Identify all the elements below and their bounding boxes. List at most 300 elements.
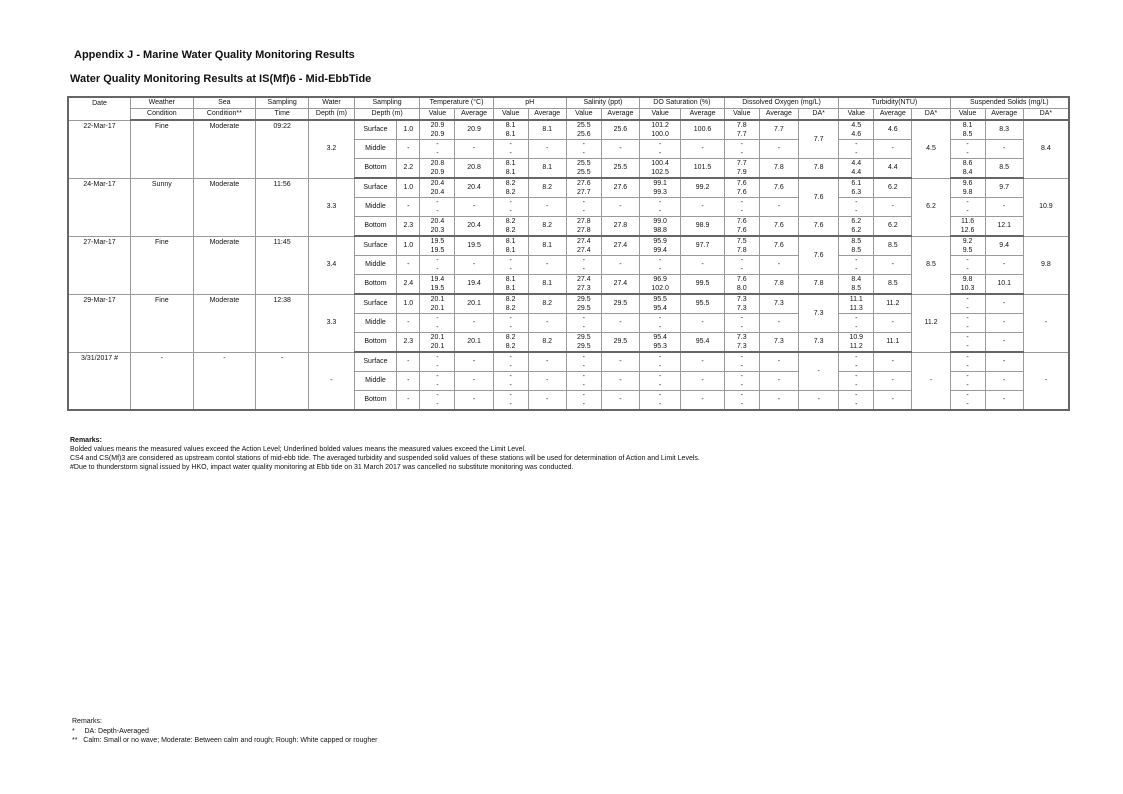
salinity-values	[566, 198, 601, 217]
table-row	[68, 178, 1069, 198]
turbidity-values-reading: -	[855, 363, 858, 370]
ph-values	[493, 372, 528, 391]
do-saturation-average: -	[681, 140, 724, 159]
suspended-solids-values	[950, 256, 985, 275]
temperature-values-reading: 20.1	[430, 305, 445, 312]
turbidity-values-reading: -	[855, 392, 858, 399]
temperature-values	[420, 140, 455, 159]
turbidity-da: 8.5	[912, 236, 950, 294]
do-saturation-values-reading: -	[658, 354, 662, 361]
dissolved-oxygen-values-reading: 7.3	[736, 343, 747, 350]
ph-values-reading: 8.2	[505, 296, 516, 303]
turbidity-values-reading: -	[855, 382, 858, 389]
do-saturation-average: 100.6	[681, 120, 724, 140]
header-water-depth-1: Water	[309, 97, 355, 109]
do-saturation-values-reading: 100.0	[651, 131, 669, 138]
sampling-depth-cell: 2.2	[397, 159, 420, 179]
do-saturation-values-reading: 99.1	[653, 180, 667, 187]
table-row	[68, 294, 1069, 314]
salinity-average: 25.6	[601, 120, 639, 140]
dissolved-oxygen-average: -	[759, 391, 798, 411]
suspended-solids-da: 10.9	[1023, 178, 1069, 236]
header-time-1: Sampling	[256, 97, 309, 109]
temperature-average: 20.9	[455, 120, 493, 140]
temperature-values-reading: 20.1	[430, 334, 445, 341]
dissolved-oxygen-average: -	[759, 256, 798, 275]
ph-values-reading: -	[509, 208, 512, 215]
salinity-values	[566, 236, 601, 256]
header-sampling-depth-1: Sampling	[354, 97, 420, 109]
dissolved-oxygen-da: -	[798, 352, 838, 391]
salinity-values-reading: -	[582, 315, 585, 322]
turbidity-da: 11.2	[912, 294, 950, 352]
sampling-level-cell: Bottom	[354, 391, 396, 411]
sampling-depth-cell: 1.0	[397, 120, 420, 140]
dissolved-oxygen-values-reading: 7.6	[736, 180, 747, 187]
suspended-solids-values	[950, 159, 985, 179]
dissolved-oxygen-values-reading: -	[740, 392, 743, 399]
do-saturation-average: -	[681, 314, 724, 333]
turbidity-values-reading: -	[855, 199, 858, 206]
do-saturation-average: -	[681, 391, 724, 411]
suspended-solids-values-reading: -	[966, 363, 969, 370]
ph-average: 8.1	[528, 159, 566, 179]
footnote-line: ** Calm: Small or no wave; Moderate: Between calm and rough; Rough: White capped or rougher	[72, 737, 378, 744]
suspended-solids-values-reading: 10.3	[960, 285, 975, 292]
turbidity-average: 11.1	[874, 333, 912, 353]
do-saturation-average: 95.5	[681, 294, 724, 314]
dissolved-oxygen-da: 7.3	[798, 294, 838, 333]
salinity-values-reading: -	[582, 266, 585, 273]
date-cell: 27-Mar-17	[68, 236, 131, 294]
temperature-values-reading: -	[436, 324, 439, 331]
ph-values-reading: 8.2	[505, 334, 516, 341]
turbidity-values-reading: 6.2	[851, 218, 862, 225]
turbidity-values-reading: 11.3	[849, 305, 863, 312]
suspended-solids-values	[950, 372, 985, 391]
turbidity-values	[839, 236, 874, 256]
suspended-solids-values	[950, 120, 985, 140]
ph-values	[493, 236, 528, 256]
temperature-values	[420, 236, 455, 256]
do-saturation-values-reading: -	[658, 392, 662, 399]
temperature-values	[420, 256, 455, 275]
do-saturation-average: 101.5	[681, 159, 724, 179]
do-saturation-values-reading: 95.3	[653, 343, 667, 350]
sea-condition-cell: Moderate	[193, 178, 256, 236]
temperature-values-reading: 20.4	[430, 180, 445, 187]
dissolved-oxygen-da-bottom: -	[798, 391, 838, 411]
sampling-depth-cell: -	[397, 140, 420, 159]
weather-cell: Fine	[131, 120, 194, 178]
turbidity-average: 4.4	[874, 159, 912, 179]
do-saturation-values	[639, 198, 680, 217]
ph-values	[493, 314, 528, 333]
table-row	[68, 236, 1069, 256]
water-quality-table	[67, 96, 1070, 411]
header-value: Value	[950, 109, 985, 121]
temperature-values-reading: 19.5	[430, 247, 445, 254]
temperature-values-reading: -	[436, 208, 439, 215]
ph-values-reading: -	[509, 363, 512, 370]
sampling-level-cell: Middle	[354, 256, 396, 275]
turbidity-values	[839, 372, 874, 391]
temperature-values-reading: -	[436, 401, 439, 408]
ph-values-reading: 8.2	[505, 343, 516, 350]
temperature-values-reading: 19.5	[430, 285, 445, 292]
temperature-average: -	[455, 352, 493, 372]
turbidity-average: 11.2	[874, 294, 912, 314]
turbidity-values-reading: 11.2	[849, 343, 863, 350]
turbidity-values	[839, 256, 874, 275]
do-saturation-average: 99.2	[681, 178, 724, 198]
temperature-values-reading: -	[436, 150, 439, 157]
sampling-level-cell: Middle	[354, 198, 396, 217]
turbidity-values-reading: 8.5	[851, 247, 862, 254]
turbidity-values	[839, 198, 874, 217]
header-time-2: Time	[256, 109, 309, 121]
water-depth-cell: 3.4	[309, 236, 355, 294]
do-saturation-average: 98.9	[681, 217, 724, 237]
header-date: Date	[68, 97, 131, 120]
ph-values	[493, 140, 528, 159]
temperature-values-reading: -	[436, 199, 439, 206]
header-weather-1: Weather	[131, 97, 194, 109]
sampling-depth-cell: -	[397, 391, 420, 411]
salinity-values	[566, 294, 601, 314]
suspended-solids-average: -	[985, 372, 1023, 391]
remarks-line: #Due to thunderstorm signal issued by HKO, impact water quality monitoring at Ebb tide on 31 March 2017 was cancelled no substitute monitoring was conducted.	[70, 464, 574, 471]
ph-values	[493, 294, 528, 314]
ph-values	[493, 352, 528, 372]
dissolved-oxygen-values-reading: 7.9	[736, 169, 747, 176]
header-temperature: Temperature (°C)	[420, 97, 493, 109]
turbidity-average: -	[874, 198, 912, 217]
footnotes-block	[72, 717, 377, 746]
dissolved-oxygen-values-reading: -	[740, 141, 743, 148]
dissolved-oxygen-da-bottom: 7.3	[798, 333, 838, 353]
sampling-depth-cell: 1.0	[397, 178, 420, 198]
water-depth-cell: -	[309, 352, 355, 410]
do-saturation-values	[639, 275, 680, 295]
do-saturation-values	[639, 294, 680, 314]
header-sampling-depth-2: Depth (m)	[354, 109, 420, 121]
salinity-average: -	[601, 314, 639, 333]
salinity-values-reading: 27.4	[576, 276, 591, 283]
salinity-values-reading: 29.5	[576, 343, 591, 350]
dissolved-oxygen-values-reading: 7.3	[736, 334, 747, 341]
salinity-values	[566, 178, 601, 198]
ph-values-reading: -	[509, 150, 512, 157]
sampling-level-cell: Middle	[354, 314, 396, 333]
dissolved-oxygen-da: 7.6	[798, 236, 838, 275]
suspended-solids-values-reading: -	[966, 392, 969, 399]
turbidity-values-reading: 8.5	[851, 285, 862, 292]
ph-average: 8.2	[528, 294, 566, 314]
water-depth-cell: 3.2	[309, 120, 355, 178]
temperature-values	[420, 314, 455, 333]
suspended-solids-values	[950, 314, 985, 333]
header-weather-2: Condition	[131, 109, 194, 121]
salinity-values-reading: 27.4	[576, 238, 591, 245]
temperature-values-reading: -	[436, 141, 439, 148]
ph-average: -	[528, 372, 566, 391]
sampling-level-cell: Bottom	[354, 275, 396, 295]
salinity-average: -	[601, 256, 639, 275]
salinity-average: 27.6	[601, 178, 639, 198]
do-saturation-values-reading: 95.5	[653, 296, 667, 303]
sampling-level-cell: Middle	[354, 140, 396, 159]
ph-average: -	[528, 140, 566, 159]
salinity-values-reading: -	[582, 199, 585, 206]
suspended-solids-average: 9.4	[985, 236, 1023, 256]
temperature-values	[420, 333, 455, 353]
suspended-solids-values	[950, 178, 985, 198]
salinity-values-reading: -	[582, 354, 585, 361]
turbidity-values	[839, 391, 874, 411]
do-saturation-values-reading: -	[658, 315, 662, 322]
ph-values-reading: -	[509, 266, 512, 273]
ph-values	[493, 120, 528, 140]
do-saturation-values-reading: -	[658, 373, 662, 380]
dissolved-oxygen-average: 7.8	[759, 159, 798, 179]
suspended-solids-values-reading: -	[966, 199, 969, 206]
salinity-average: 27.4	[601, 236, 639, 256]
header-value: Value	[493, 109, 528, 121]
temperature-values-reading: 20.9	[430, 122, 445, 129]
remarks-line: Bolded values means the measured values exceed the Action Level; Underlined bolded values means the measured values exceed the Limit Level.	[70, 446, 527, 453]
table-row	[68, 352, 1069, 372]
turbidity-average: 6.2	[874, 217, 912, 237]
turbidity-values-reading: -	[855, 373, 858, 380]
turbidity-average: -	[874, 372, 912, 391]
do-saturation-values-reading: 95.4	[653, 305, 667, 312]
salinity-values-reading: -	[582, 324, 585, 331]
salinity-average: 29.5	[601, 294, 639, 314]
salinity-average: -	[601, 352, 639, 372]
do-saturation-values-reading: 96.9	[653, 276, 667, 283]
suspended-solids-values	[950, 140, 985, 159]
suspended-solids-values-reading: -	[966, 354, 969, 361]
sea-condition-cell: -	[193, 352, 256, 410]
header-average: Average	[601, 109, 639, 121]
ph-values-reading: -	[509, 401, 512, 408]
turbidity-values-reading: -	[855, 315, 858, 322]
ph-average: -	[528, 256, 566, 275]
dissolved-oxygen-values	[724, 140, 759, 159]
temperature-values-reading: -	[436, 392, 439, 399]
turbidity-values-reading: 6.1	[851, 180, 862, 187]
suspended-solids-average: 9.7	[985, 178, 1023, 198]
temperature-average: -	[455, 198, 493, 217]
salinity-values-reading: 27.8	[576, 218, 591, 225]
ph-values-reading: 8.1	[505, 285, 516, 292]
water-depth-cell: 3.3	[309, 294, 355, 352]
do-saturation-values-reading: -	[658, 150, 662, 157]
dissolved-oxygen-values-reading: -	[740, 401, 743, 408]
turbidity-values-reading: 6.2	[851, 227, 862, 234]
header-average: Average	[874, 109, 912, 121]
dissolved-oxygen-values	[724, 294, 759, 314]
do-saturation-values	[639, 256, 680, 275]
suspended-solids-da: -	[1023, 294, 1069, 352]
salinity-values-reading: -	[582, 150, 585, 157]
dissolved-oxygen-average: 7.6	[759, 178, 798, 198]
salinity-average: -	[601, 140, 639, 159]
turbidity-values-reading: -	[855, 208, 858, 215]
dissolved-oxygen-da-bottom: 7.8	[798, 275, 838, 295]
header-sea-1: Sea	[193, 97, 256, 109]
salinity-values-reading: 29.5	[576, 305, 591, 312]
header-salinity: Salinity (ppt)	[566, 97, 639, 109]
salinity-values-reading: -	[582, 363, 585, 370]
ph-values-reading: 8.1	[505, 238, 516, 245]
remarks-title: Remarks:	[70, 437, 102, 444]
suspended-solids-values-reading: 11.6	[961, 218, 975, 225]
sampling-depth-cell: -	[397, 314, 420, 333]
do-saturation-values	[639, 314, 680, 333]
temperature-values-reading: 20.9	[430, 131, 445, 138]
dissolved-oxygen-average: 7.3	[759, 294, 798, 314]
suspended-solids-values-reading: 9.8	[962, 276, 973, 283]
header-water-depth-2: Depth (m)	[309, 109, 355, 121]
turbidity-average: 6.2	[874, 178, 912, 198]
temperature-average: -	[455, 391, 493, 411]
salinity-values-reading: -	[582, 401, 585, 408]
salinity-values-reading: -	[582, 392, 585, 399]
temperature-values-reading: 20.4	[430, 189, 445, 196]
remarks-block	[70, 436, 700, 472]
temperature-values	[420, 294, 455, 314]
dissolved-oxygen-values-reading: 7.7	[736, 131, 747, 138]
dissolved-oxygen-average: -	[759, 372, 798, 391]
do-saturation-values-reading: -	[658, 382, 662, 389]
ph-values-reading: -	[509, 199, 512, 206]
dissolved-oxygen-values-reading: -	[740, 150, 743, 157]
suspended-solids-values	[950, 236, 985, 256]
sampling-level-cell: Surface	[354, 352, 396, 372]
temperature-values-reading: 20.1	[430, 343, 445, 350]
dissolved-oxygen-average: -	[759, 140, 798, 159]
temperature-average: -	[455, 372, 493, 391]
ph-values-reading: -	[509, 141, 512, 148]
suspended-solids-values-reading: -	[966, 266, 969, 273]
ph-values-reading: -	[509, 257, 512, 264]
do-saturation-values-reading: 95.9	[653, 238, 667, 245]
sampling-time-cell: 09:22	[256, 120, 309, 178]
turbidity-average: -	[874, 314, 912, 333]
ph-values	[493, 275, 528, 295]
suspended-solids-values-reading: -	[966, 334, 969, 341]
date-cell: 22-Mar-17	[68, 120, 131, 178]
temperature-values	[420, 275, 455, 295]
header-da: DA*	[912, 109, 950, 121]
do-saturation-values-reading: -	[658, 208, 662, 215]
temperature-values-reading: -	[436, 257, 439, 264]
salinity-values	[566, 120, 601, 140]
turbidity-values-reading: -	[855, 401, 858, 408]
temperature-values-reading: 20.1	[430, 296, 445, 303]
ph-values-reading: -	[509, 392, 512, 399]
ph-average: 8.2	[528, 217, 566, 237]
header-suspended-solids: Suspended Solids (mg/L)	[950, 97, 1069, 109]
dissolved-oxygen-values	[724, 333, 759, 353]
sampling-depth-cell: 2.3	[397, 333, 420, 353]
do-saturation-values-reading: -	[658, 363, 662, 370]
turbidity-values-reading: 8.4	[851, 276, 862, 283]
turbidity-average: 8.5	[874, 236, 912, 256]
dissolved-oxygen-values-reading: 7.6	[736, 189, 747, 196]
dissolved-oxygen-values-reading: 7.7	[736, 160, 747, 167]
temperature-values-reading: 20.4	[430, 218, 445, 225]
header-average: Average	[985, 109, 1023, 121]
dissolved-oxygen-values-reading: -	[740, 257, 743, 264]
turbidity-values-reading: -	[855, 150, 858, 157]
suspended-solids-values-reading: -	[966, 401, 969, 408]
do-saturation-average: 99.5	[681, 275, 724, 295]
ph-values-reading: -	[509, 373, 512, 380]
salinity-average: -	[601, 372, 639, 391]
sampling-depth-cell: -	[397, 352, 420, 372]
sampling-time-cell: 12:38	[256, 294, 309, 352]
temperature-values	[420, 198, 455, 217]
dissolved-oxygen-values-reading: 7.8	[736, 247, 747, 254]
dissolved-oxygen-values	[724, 217, 759, 237]
ph-values-reading: 8.2	[505, 218, 516, 225]
suspended-solids-values-reading: -	[966, 208, 969, 215]
dissolved-oxygen-average: 7.6	[759, 217, 798, 237]
salinity-average: 27.4	[601, 275, 639, 295]
temperature-values	[420, 391, 455, 411]
turbidity-average: -	[874, 256, 912, 275]
do-saturation-average: -	[681, 352, 724, 372]
sampling-time-cell: 11:56	[256, 178, 309, 236]
remarks-line: CS4 and CS(Mf)3 are considered as upstream contol stations of mid-ebb tide. The averaged turbidity and suspended solid values of these stations will be used for determination of Action and Limit Levels.	[70, 455, 700, 462]
salinity-values	[566, 140, 601, 159]
dissolved-oxygen-da-bottom: 7.8	[798, 159, 838, 179]
do-saturation-values-reading: 99.4	[653, 247, 667, 254]
salinity-values-reading: -	[582, 382, 585, 389]
do-saturation-average: 97.7	[681, 236, 724, 256]
turbidity-values	[839, 140, 874, 159]
temperature-average: 20.8	[455, 159, 493, 179]
do-saturation-values	[639, 236, 680, 256]
sea-condition-cell: Moderate	[193, 120, 256, 178]
suspended-solids-values	[950, 275, 985, 295]
ph-values-reading: 8.2	[505, 189, 516, 196]
dissolved-oxygen-values	[724, 159, 759, 179]
weather-cell: -	[131, 352, 194, 410]
dissolved-oxygen-values-reading: -	[740, 354, 743, 361]
turbidity-average: -	[874, 391, 912, 411]
suspended-solids-values	[950, 294, 985, 314]
suspended-solids-values-reading: 8.1	[962, 122, 973, 129]
turbidity-values-reading: 4.6	[851, 131, 862, 138]
salinity-average: 25.5	[601, 159, 639, 179]
salinity-values-reading: 27.3	[576, 285, 591, 292]
ph-average: -	[528, 198, 566, 217]
dissolved-oxygen-values	[724, 352, 759, 372]
suspended-solids-da: -	[1023, 352, 1069, 410]
salinity-values-reading: 29.5	[576, 334, 591, 341]
sampling-level-cell: Surface	[354, 294, 396, 314]
suspended-solids-values-reading: -	[966, 305, 969, 312]
temperature-average: 20.1	[455, 294, 493, 314]
do-saturation-values	[639, 120, 680, 140]
ph-values-reading: 8.1	[505, 131, 516, 138]
temperature-average: 19.4	[455, 275, 493, 295]
turbidity-values-reading: -	[855, 324, 858, 331]
